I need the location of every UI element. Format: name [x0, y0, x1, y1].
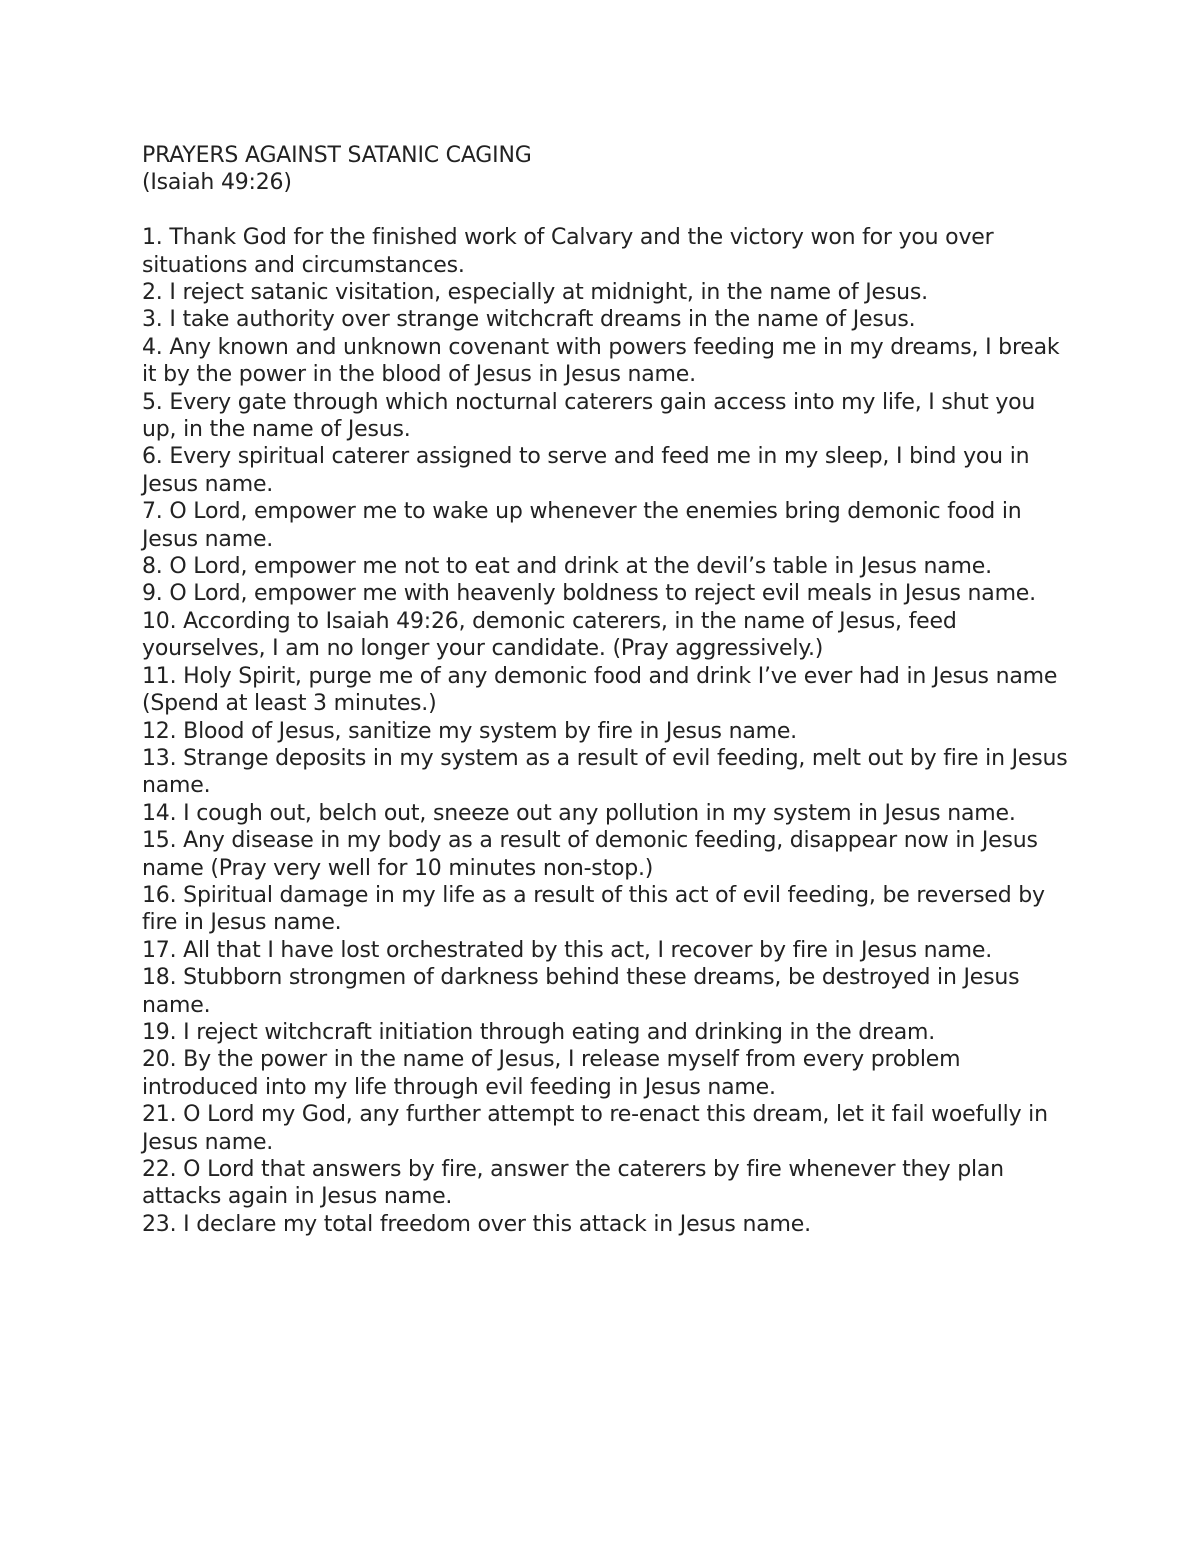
prayer-item: 19. I reject witchcraft initiation through eating and drinking in the dream.	[142, 1019, 936, 1045]
prayer-item: 15. Any disease in my body as a result of demonic feeding, disappear now in Jesus name (Pray very well for 10 minutes non-stop.)	[142, 828, 1038, 881]
prayer-item: 3. I take authority over strange witchcraft dreams in the name of Jesus.	[142, 307, 916, 333]
prayer-item: 2. I reject satanic visitation, especially at midnight, in the name of Jesus.	[142, 280, 928, 306]
prayer-item: 9. O Lord, empower me with heavenly boldness to reject evil meals in Jesus name.	[142, 581, 1036, 607]
prayer-item: 14. I cough out, belch out, sneeze out any pollution in my system in Jesus name.	[142, 800, 1016, 826]
prayer-item: 21. O Lord my God, any further attempt to re-enact this dream, let it fail woefully in Jesus name.	[142, 1102, 1048, 1155]
prayer-item: 17. All that I have lost orchestrated by this act, I recover by fire in Jesus name.	[142, 937, 993, 963]
prayer-item: 8. O Lord, empower me not to eat and drink at the devil’s table in Jesus name.	[142, 554, 992, 580]
document-subtitle: (Isaiah 49:26)	[142, 170, 292, 196]
prayer-item: 5. Every gate through which nocturnal caterers gain access into my life, I shut you up, in the name of Jesus.	[142, 389, 1036, 443]
prayer-item: 20. By the power in the name of Jesus, I release myself from every problem introduced into my life through evil feeding in Jesus name.	[142, 1047, 961, 1100]
prayer-item: 4. Any known and unknown covenant with powers feeding me in my dreams, I break it by the power in the blood of Jesus in Jesus name.	[142, 334, 1060, 388]
prayer-item: 7. O Lord, empower me to wake up whenever the enemies bring demonic food in Jesus name.	[142, 499, 1022, 552]
prayer-item: 23. I declare my total freedom over this attack in Jesus name.	[142, 1211, 811, 1237]
prayer-item: 16. Spiritual damage in my life as a result of this act of evil feeding, be reversed by fire in Jesus name.	[142, 882, 1045, 936]
prayer-item: 10. According to Isaiah 49:26, demonic caterers, in the name of Jesus, feed yourselves, I am no longer your candidate. (Pray aggressively.)	[142, 608, 957, 662]
prayer-item: 18. Stubborn strongmen of darkness behind these dreams, be destroyed in Jesus name.	[142, 965, 1020, 1018]
prayer-item: 1. Thank God for the finished work of Calvary and the victory won for you over situations and circumstances.	[142, 225, 994, 278]
prayer-item: 11. Holy Spirit, purge me of any demonic food and drink I’ve ever had in Jesus name (Spend at least 3 minutes.)	[142, 663, 1058, 717]
prayer-item: 12. Blood of Jesus, sanitize my system by fire in Jesus name.	[142, 718, 797, 744]
prayer-item: 6. Every spiritual caterer assigned to serve and feed me in my sleep, I bind you in Jesus name.	[142, 444, 1030, 497]
document-title: PRAYERS AGAINST SATANIC CAGING	[142, 143, 532, 168]
prayer-list	[142, 224, 1072, 1238]
document-body	[142, 142, 1072, 1238]
prayer-item: 22. O Lord that answers by fire, answer the caterers by fire whenever they plan attacks again in Jesus name.	[142, 1157, 1004, 1210]
prayer-item: 13. Strange deposits in my system as a result of evil feeding, melt out by fire in Jesus name.	[142, 745, 1068, 799]
